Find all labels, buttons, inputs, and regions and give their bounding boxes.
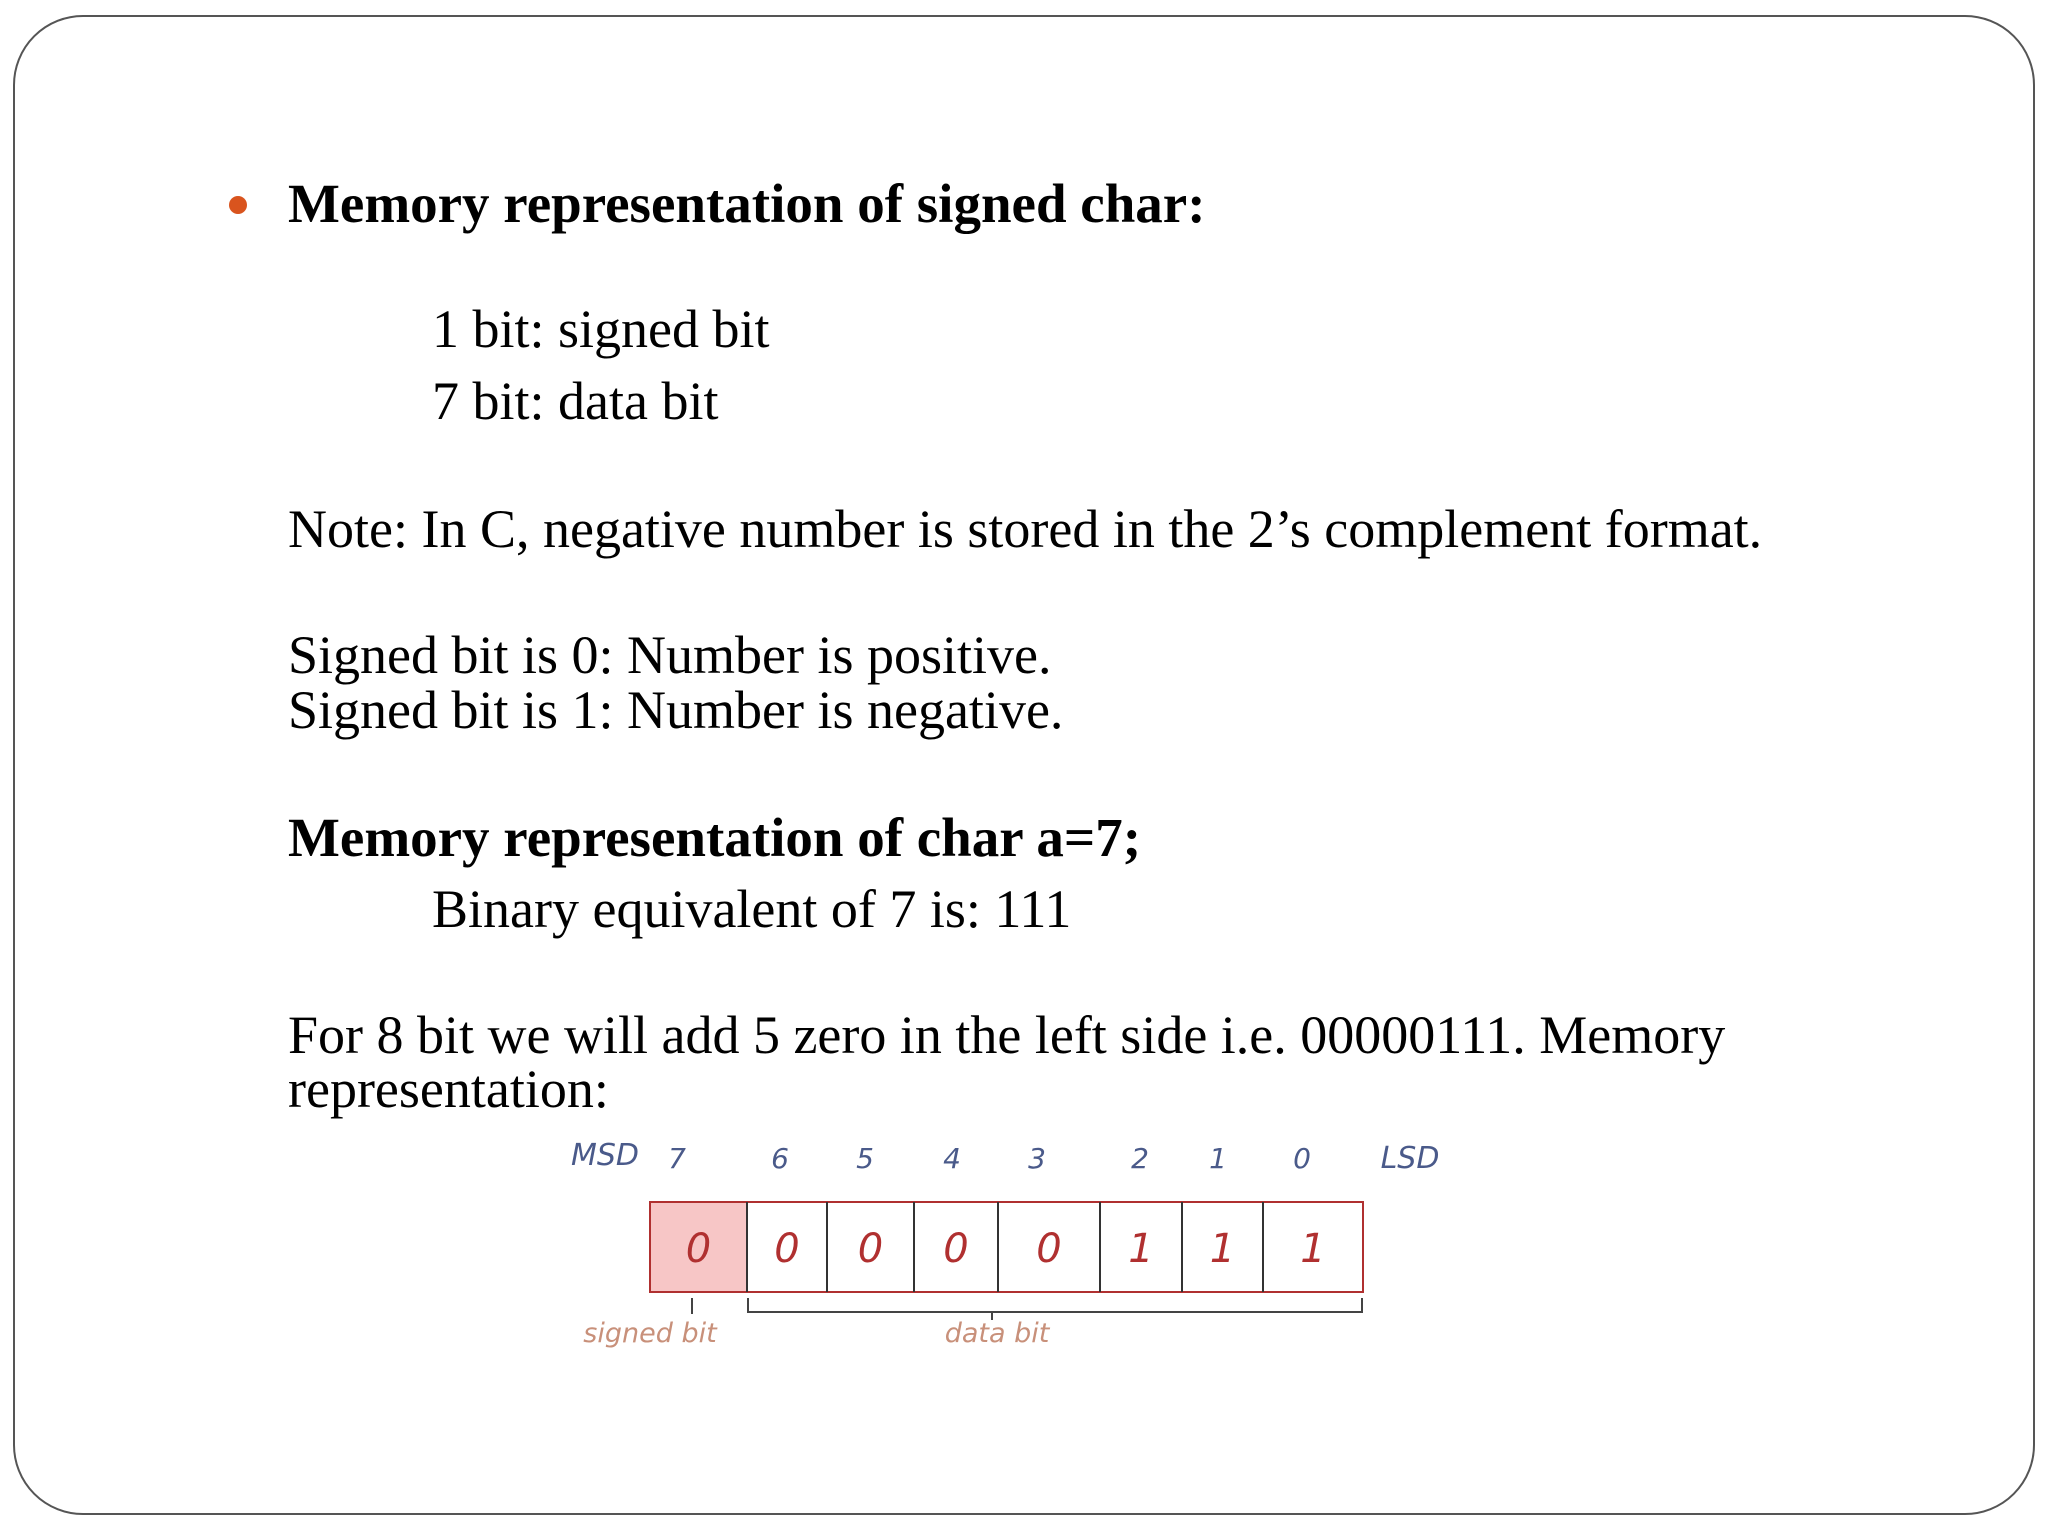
bit-value: 0 — [857, 1226, 884, 1272]
bit-diagram — [560, 1130, 1460, 1370]
bit-value: 1 — [1128, 1226, 1154, 1272]
bit-value: 0 — [1036, 1226, 1062, 1272]
bit-position-label: 2 — [1131, 1142, 1149, 1175]
paragraph-line-2: representation: — [288, 1059, 609, 1119]
slide-heading: Memory representation of signed char: — [288, 173, 1206, 234]
sign-line-negative: Signed bit is 1: Number is negative. — [288, 680, 1064, 740]
sign-line-positive: Signed bit is 0: Number is positive. — [288, 625, 1052, 685]
bit-value: 0 — [774, 1226, 800, 1272]
bit-position-label: 7 — [668, 1142, 686, 1175]
msd-label: MSD — [570, 1138, 640, 1173]
bit-value: 0 — [943, 1226, 969, 1272]
bit-line-data: 7 bit: data bit — [432, 371, 719, 431]
subheading: Memory representation of char a=7; — [288, 807, 1142, 868]
data-bit-bracket — [748, 1298, 1362, 1312]
paragraph-line-1: For 8 bit we will add 5 zero in the left side i.e. 00000111. Memory — [288, 1005, 1726, 1065]
bit-position-label: 0 — [1293, 1142, 1311, 1175]
binary-line: Binary equivalent of 7 is: 111 — [432, 879, 1072, 939]
data-bit-label: data bit — [944, 1318, 1050, 1349]
bit-position-label: 1 — [1209, 1142, 1227, 1175]
bit-line-signed: 1 bit: signed bit — [432, 299, 770, 359]
bit-value: 1 — [1300, 1226, 1326, 1272]
bit-position-label: 6 — [771, 1142, 789, 1175]
bit-value: 1 — [1209, 1226, 1236, 1272]
note-text: Note: In C, negative number is stored in the 2’s complement format. — [288, 499, 1763, 559]
bit-position-label: 5 — [856, 1142, 874, 1175]
bit-diagram-svg — [560, 1130, 1460, 1370]
bit-value: 0 — [685, 1226, 712, 1272]
bit-position-label: 4 — [943, 1142, 961, 1175]
lsd-label: LSD — [1380, 1141, 1440, 1176]
bit-position-label: 3 — [1028, 1142, 1046, 1175]
bit-cells-border — [650, 1202, 1363, 1292]
bullet-dot-icon — [229, 196, 247, 214]
signed-bit-label: signed bit — [583, 1318, 717, 1349]
